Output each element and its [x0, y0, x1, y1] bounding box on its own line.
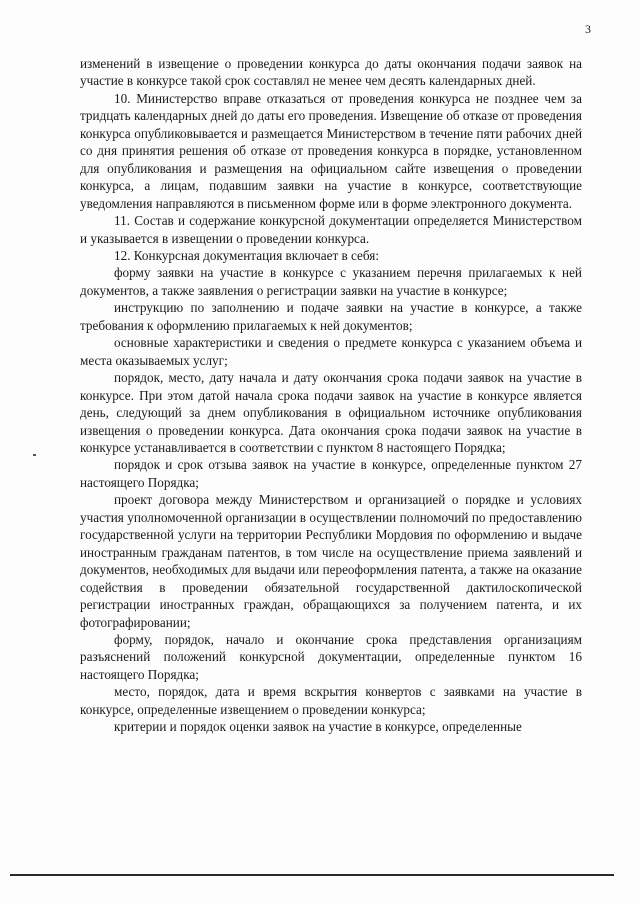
list-item-withdrawal: порядок и срок отзыва заявок на участие в конкурсе, определенные пунктом 27 настоящего Порядка;: [80, 457, 582, 490]
list-item-submission-period: порядок, место, дату начала и дату окончания срока подачи заявок на участие в конкурсе. При этом датой начала срока подачи заявок на участие в конкурсе является день, следующий за днем опубликования в официальном источнике опубликования извещения о проведении конкурса. Дата окончания срока подачи заявок на участие в конкурсе устанавливается в соответствии с пунктом 8 настоящего Порядка;: [80, 370, 582, 455]
paragraph-item-10: 10. Министерство вправе отказаться от проведения конкурса не позднее чем за тридцать календарных дней до даты его проведения. Извещение об отказе от проведения конкурса опубликовывается и размещается Министерством в течение пяти рабочих дней со дня принятия решения об отказе от проведения конкурса в порядке, установленном для опубликования и размещения на официальном сайте извещения о проведении конкурса, а лицам, подавшим заявки на участие в конкурсе, соответствующие уведомления направляются в письменном форме или в форме электронного документа.: [80, 90, 582, 211]
page-number: 3: [585, 22, 591, 36]
scan-artifact: [33, 454, 36, 456]
list-item-envelope-opening: место, порядок, дата и время вскрытия конвертов с заявками на участие в конкурсе, определенные извещением о проведении конкурса;: [80, 684, 582, 717]
paragraph-item-12: 12. Конкурсная документация включает в себя:: [114, 247, 380, 263]
list-item-clarifications: форму, порядок, начало и окончание срока представления организациям разъяснений положений конкурсной документации, определенные пунктом 16 настоящего Порядка;: [80, 631, 582, 682]
list-item-characteristics: основные характеристики и сведения о предмете конкурса с указанием объема и места оказываемых услуг;: [80, 335, 582, 368]
footer-rule: [10, 874, 614, 876]
paragraph-continuation: изменений в извещение о проведении конкурса до даты окончания подачи заявок на участие в конкурсе такой срок составлял не менее чем десять календарных дней.: [80, 56, 582, 89]
paragraph-item-11: 11. Состав и содержание конкурсной документации определяется Министерством и указывается в извещении о проведении конкурса.: [80, 213, 582, 246]
list-item-instruction: инструкцию по заполнению и подаче заявки на участие в конкурсе, а также требования к оформлению прилагаемых к ней документов;: [80, 300, 582, 333]
list-item-application-form: форму заявки на участие в конкурсе с указанием перечня прилагаемых к ней документов, а также заявления о регистрации заявки на участие в конкурсе;: [80, 265, 582, 298]
list-item-evaluation-criteria: критерии и порядок оценки заявок на участие в конкурсе, определенные: [114, 719, 522, 735]
list-item-contract-draft: проект договора между Министерством и организацией о порядке и условиях участия уполномоченной организации в осуществлении полномочий по предоставлению государственной услуги на территории Республики Мордовия по оформлению и выдаче иностранным гражданам патентов, в том числе на осуществление приема заявлений и документов, необходимых для выдачи или переоформления патента, а также на оказание содействия в проведении обязательной государственной дактилоскопической регистрации иностранных граждан, обращающихся за получением патента, и их фотографировании;: [80, 492, 582, 630]
document-body: [80, 55, 582, 736]
